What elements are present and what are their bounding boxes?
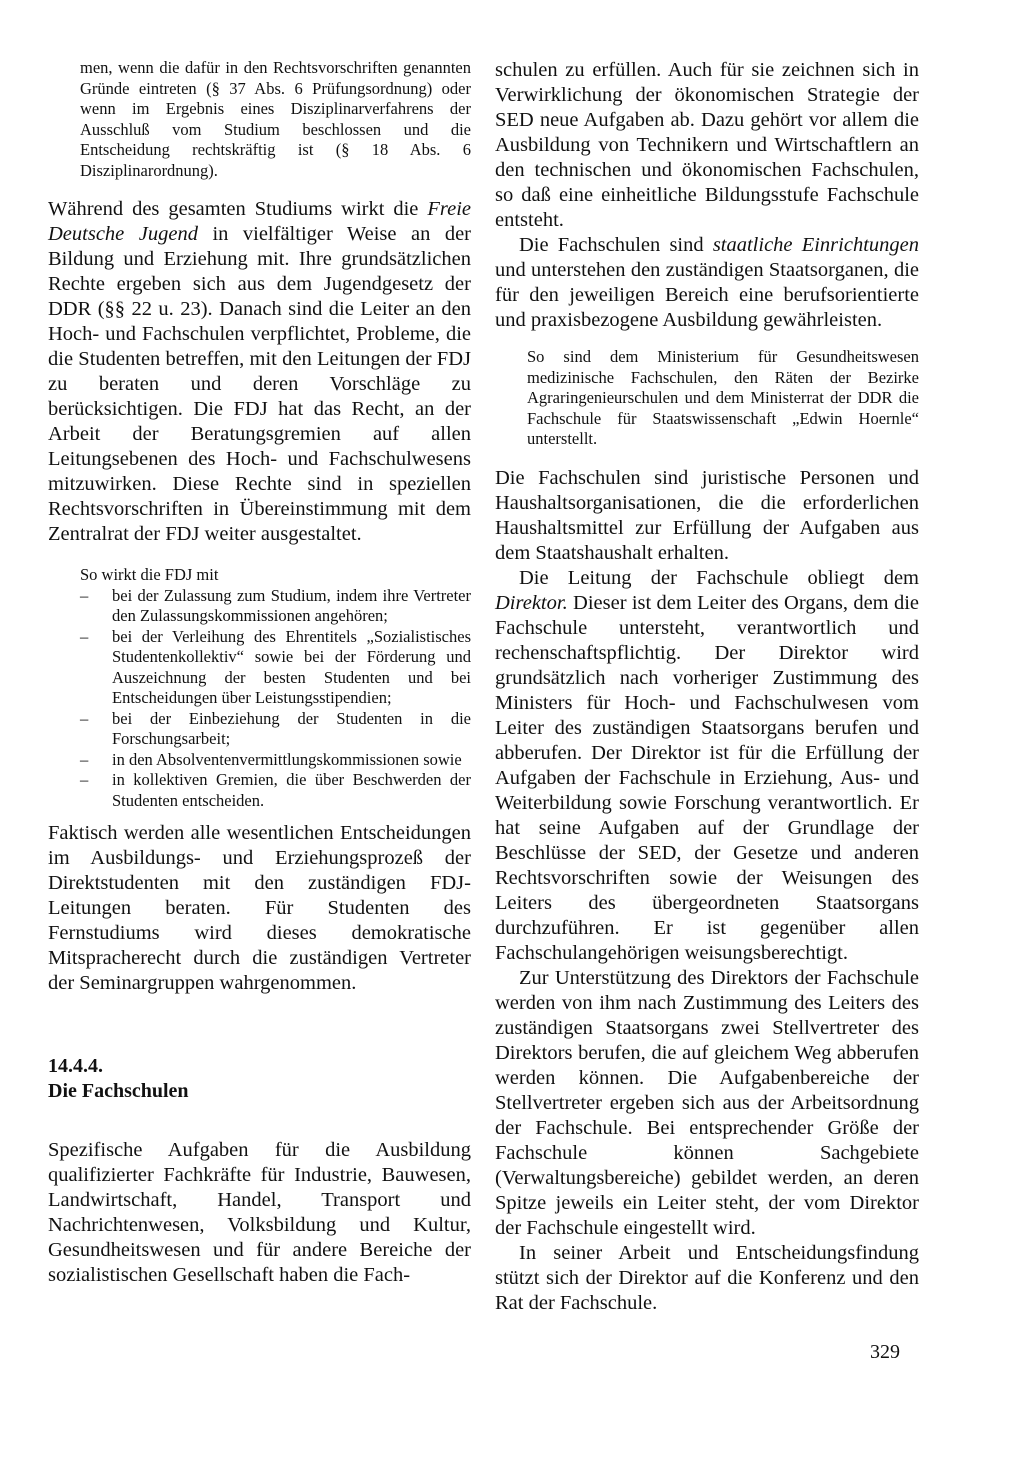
fdj-list-intro: So wirkt die FDJ mit <box>80 565 219 584</box>
right-paragraph-7: In seiner Arbeit und Entscheidungsfindung stützt sich der Direktor auf die Konferenz und den Rat der Fachschule. <box>495 1241 919 1314</box>
list-item: – bei der Verleihung des Ehrentitels „Sozialistisches Studentenkollektiv“ sowie bei der Förderung und Auszeichnung der besten Studenten und bei Entscheidungen über Leistungsstipendien; <box>80 627 471 709</box>
right-paragraph-6: Zur Unterstützung des Direktors der Fachschule werden von ihm nach Zustimmung des Leiters des zuständigen Staatsorgans zwei Stellvertreter des Direktors berufen, die auf gleichem Weg abberufen werden können. Die Aufgabenbereiche der Stellvertreter ergeben sich aus der Arbeitsordnung der Fachschule. Bei entsprechender Größe der Fachschule können Sachgebiete (Verwaltungsbereiche) gebildet werden, an deren Spitze jeweils ein Leiter steht, der vom Direktor der Fachschule eingestellt wird. <box>495 966 919 1239</box>
list-item: – in kollektiven Gremien, die über Beschwerden der Studenten entscheiden. <box>80 770 471 811</box>
left-column <box>48 58 471 1288</box>
section-heading <box>48 1054 471 1104</box>
left-p2-end: in vielfältiger Weise an der Bildung und Erziehung mit. Ihre grundsätzlichen Rechte ergeben sich aus dem Jugendgesetz der DDR (§§ 22 u. 23). Danach sind die Leiter an den Hoch- und Fachschulen verpflichtet, Probleme, die die Studenten betreffen, mit den Leitungen der FDJ zu beraten und deren Vorschläge zu berücksichtigen. Die FDJ hat das Recht, an der Arbeit der Beratungsgremien auf allen Leitungsebenen des Hoch- und Fachschulwesens mitzuwirken. Diese Rechte sind in speziellen Rechtsvorschriften in Übereinstimmung mit dem Zentralrat der FDJ weiter ausgestaltet. <box>48 223 471 545</box>
right-p2-start: Die Fachschulen sind <box>519 234 713 256</box>
left-paragraph-fdj <box>48 197 471 547</box>
right-column <box>495 58 919 1316</box>
right-small-paragraph: So sind dem Ministerium für Gesundheitswesen medizinische Fachschulen, den Räten der Bezirke Agraringenieurschulen und dem Ministerrat der DDR die Fachschule für Staatswissenschaft „Edwin Hoernle“ unterstellt. <box>527 347 919 448</box>
right-paragraph-2 <box>495 233 919 333</box>
list-item: – bei der Zulassung zum Studium, indem ihre Vertreter den Zulassungskommissionen angehören; <box>80 586 471 627</box>
right-paragraph-1: schulen zu erfüllen. Auch für sie zeichnen sich in Verwirklichung der ökonomischen Strategie der SED neue Aufgaben ab. Dazu gehört vor allem die Ausbildung von Technikern und Wirtschaftlern an den technischen und ökonomischen Fachschulen, so daß eine einheitliche Bildungsstufe Fachschule entsteht. <box>495 59 919 231</box>
left-p2-em: Freie Deutsche Jugend <box>48 198 471 245</box>
right-p5-em: Direktor. <box>495 591 568 614</box>
left-paragraph-faktisch: Faktisch werden alle wesentlichen Entscheidungen im Ausbildungs- und Erziehungsprozeß der Direktstudenten mit den zuständigen FDJ-Leitungen beraten. Für Studenten des Fernstudiums wird dieses demokratische Mitspracherecht durch die zuständigen Vertreter der Seminargruppen wahrgenommen. <box>48 822 471 994</box>
right-p2-end: und unterstehen den zuständigen Staatsorganen, die für den jeweiligen Bereich eine berufsorientierte und praxisbezogene Ausbildung gewährleisten. <box>495 259 919 331</box>
page-number: 329 <box>870 1341 900 1363</box>
section-title: Die Fachschulen <box>48 1080 189 1102</box>
right-paragraph-5 <box>495 566 919 966</box>
right-p2-em: staatliche Einrichtungen <box>712 234 919 256</box>
right-p5-end: Dieser ist dem Leiter des Organs, dem die Fachschule untersteht, verantwortlich und rechenschaftspflichtig. Der Direktor wird grundsätzlich nach vorheriger Zustimmung des Ministers für Hoch- und Fachschulwesen vom Leiter des zuständigen Staatsorgans berufen und abberufen. Der Direktor ist für die Erfüllung der Aufgaben der Fachschule in Erziehung, Aus- und Weiterbildung sowie Forschung verantwortlich. Er hat seine Aufgaben auf der Grundlage der Beschlüsse der SED, der Gesetze und anderen Rechtsvorschriften sowie der Weisungen des Leiters des übergeordneten Staatsorgans durchzuführen. Er ist gegenüber allen Fachschulangehörigen weisungsberechtigt. <box>495 591 919 964</box>
left-small-paragraph-1: men, wenn die dafür in den Rechtsvorschriften genannten Gründe eintreten (§ 37 Abs. 6 Prüfungsordnung) oder wenn im Ergebnis eines Disziplinarverfahrens der Ausschluß vom Studium beschlossen und die Entscheidung rechtskräftig ist (§ 18 Abs. 6 Disziplinarordnung). <box>80 58 471 180</box>
fdj-list <box>80 586 471 812</box>
right-p5-start: Die Leitung der Fachschule obliegt dem <box>519 566 919 589</box>
fdj-list-block <box>48 565 471 811</box>
right-paragraph-4: Die Fachschulen sind juristische Personen und Haushaltsorganisationen, die die erforderlichen Haushaltsmittel zur Erfüllung der Aufgaben aus dem Staatshaushalt erhalten. <box>495 466 919 564</box>
left-paragraph-spezifisch: Spezifische Aufgaben für die Ausbildung qualifizierter Fachkräfte für Industrie, Bauwesen, Landwirtschaft, Handel, Transport und Nachrichtenwesen, Volksbildung und Kultur, Gesundheitswesen und für andere Bereiche der sozialistischen Gesellschaft haben die Fach- <box>48 1139 471 1286</box>
list-item: – in den Absolventenvermittlungskommissionen sowie <box>80 750 471 771</box>
section-number: 14.4.4. <box>48 1055 103 1077</box>
left-p2-start: Während des gesamten Studiums wirkt die <box>48 198 428 220</box>
list-item: – bei der Einbeziehung der Studenten in die Forschungsarbeit; <box>80 709 471 750</box>
